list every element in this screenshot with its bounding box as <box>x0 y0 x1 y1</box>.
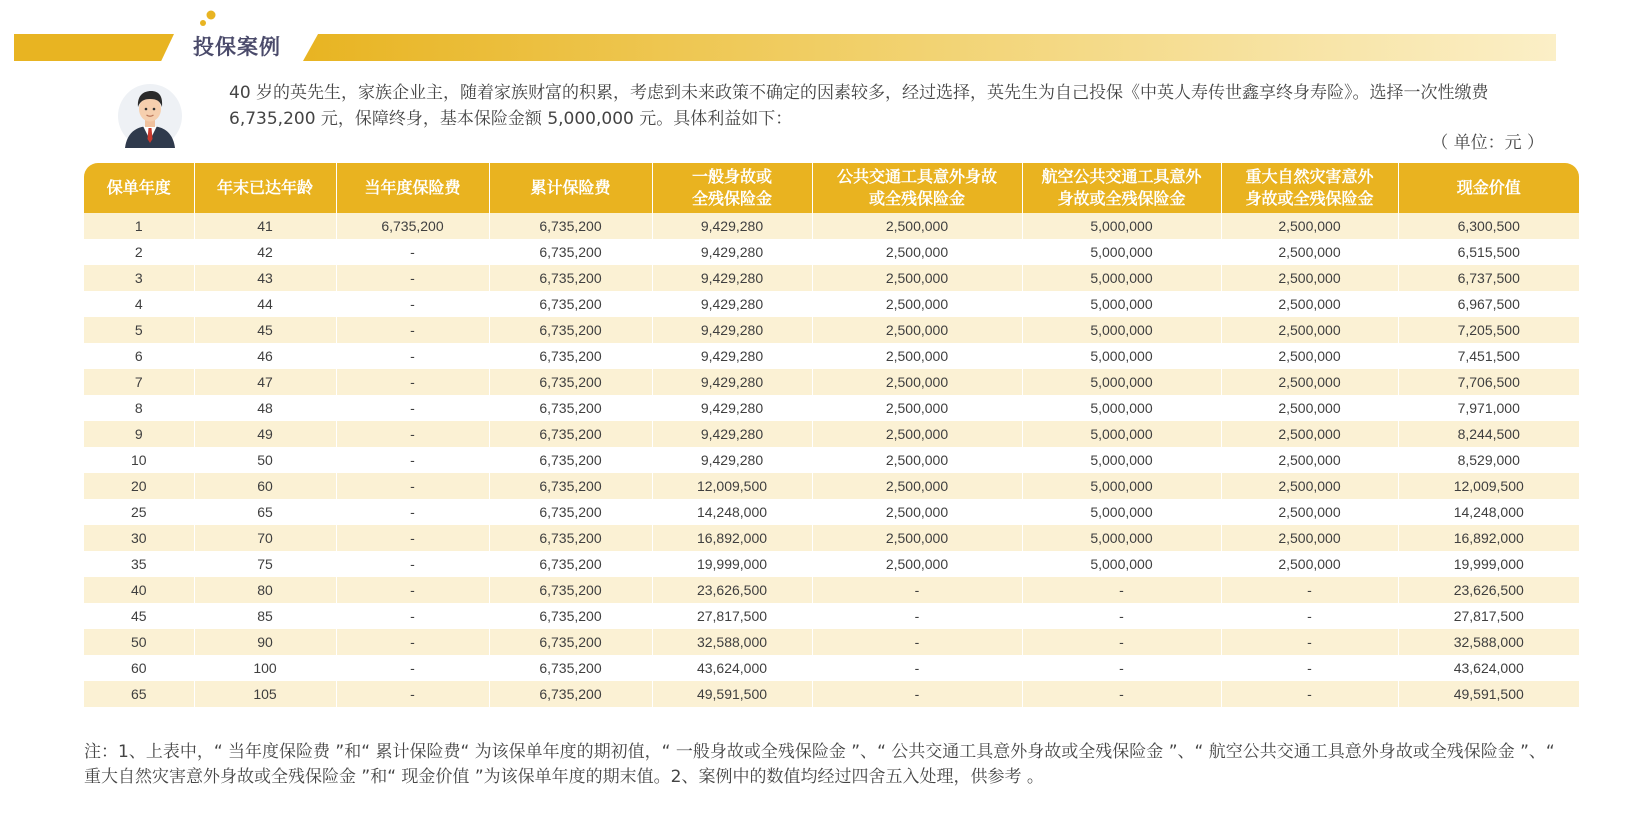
table-cell: 5,000,000 <box>1022 499 1221 525</box>
table-cell: 2,500,000 <box>812 447 1022 473</box>
table-cell: 2,500,000 <box>1221 473 1398 499</box>
table-cell: - <box>336 551 489 577</box>
table-cell: 1 <box>84 213 194 239</box>
table-cell: 3 <box>84 265 194 291</box>
table-cell: 16,892,000 <box>1398 525 1579 551</box>
table-cell: 46 <box>194 343 336 369</box>
table-row <box>84 239 1579 265</box>
column-header: 一般身故或 全残保险金 <box>652 163 812 213</box>
table-cell: 6,967,500 <box>1398 291 1579 317</box>
table-cell: - <box>336 317 489 343</box>
table-cell: - <box>1022 681 1221 707</box>
table-cell: 8,244,500 <box>1398 421 1579 447</box>
column-header: 现金价值 <box>1398 163 1579 213</box>
table-cell: 9,429,280 <box>652 317 812 343</box>
table-cell: - <box>812 577 1022 603</box>
table-cell: 2,500,000 <box>1221 343 1398 369</box>
footnote: 注：1、上表中，“ 当年度保险费 ”和“ 累计保险费“ 为该保单年度的期初值，“ 一般身故或全残保险金 ”、“ 公共交通工具意外身故或全残保险金 ”、“ 航空公共交通工具意外身故或全残保险金 ”、“ 重大自然灾害意外身故或全残保险金 ”和“ 现金价值 ”为该保单年度的期末值。2、案例中的数值均经过四舍五入处理，供参考 。 <box>84 742 1555 787</box>
table-cell: 10 <box>84 447 194 473</box>
table-cell: 6,735,200 <box>489 317 652 343</box>
table-row <box>84 213 1579 239</box>
table-cell: 9,429,280 <box>652 343 812 369</box>
table-cell: 2,500,000 <box>1221 265 1398 291</box>
table-row <box>84 577 1579 603</box>
table-cell: 7,205,500 <box>1398 317 1579 343</box>
table-cell: 6,735,200 <box>489 655 652 681</box>
table-cell: 2,500,000 <box>1221 291 1398 317</box>
table-row <box>84 499 1579 525</box>
table-cell: 5,000,000 <box>1022 317 1221 343</box>
table-row <box>84 603 1579 629</box>
table-cell: 5,000,000 <box>1022 265 1221 291</box>
table-cell: 2,500,000 <box>1221 499 1398 525</box>
table-cell: 8,529,000 <box>1398 447 1579 473</box>
table-cell: 49,591,500 <box>652 681 812 707</box>
table-cell: - <box>812 603 1022 629</box>
column-header: 公共交通工具意外身故 或全残保险金 <box>812 163 1022 213</box>
column-header: 保单年度 <box>84 163 194 213</box>
table-cell: 2,500,000 <box>812 525 1022 551</box>
table-cell: 6,735,200 <box>489 629 652 655</box>
table-cell: 105 <box>194 681 336 707</box>
table-cell: 100 <box>194 655 336 681</box>
table-cell: 9,429,280 <box>652 213 812 239</box>
table-cell: 6,735,200 <box>489 603 652 629</box>
table-cell: 5 <box>84 317 194 343</box>
table-row <box>84 525 1579 551</box>
table-cell: - <box>1221 655 1398 681</box>
table-cell: 2,500,000 <box>812 369 1022 395</box>
table-cell: 45 <box>84 603 194 629</box>
table-cell: 47 <box>194 369 336 395</box>
table-cell: 5,000,000 <box>1022 239 1221 265</box>
table-cell: 7,706,500 <box>1398 369 1579 395</box>
table-cell: 7,971,000 <box>1398 395 1579 421</box>
table-row <box>84 291 1579 317</box>
table-cell: - <box>812 629 1022 655</box>
table-row <box>84 265 1579 291</box>
table-cell: - <box>1221 681 1398 707</box>
table-cell: 6,735,200 <box>489 447 652 473</box>
table-cell: 6,735,200 <box>489 473 652 499</box>
table-cell: 70 <box>194 525 336 551</box>
section-title: 投保案例 <box>193 35 281 59</box>
table-cell: - <box>1221 629 1398 655</box>
table-cell: - <box>336 499 489 525</box>
table-cell: 43,624,000 <box>652 655 812 681</box>
table-cell: 9 <box>84 421 194 447</box>
table-cell: - <box>336 239 489 265</box>
table-cell: 6,735,200 <box>336 213 489 239</box>
table-cell: 45 <box>194 317 336 343</box>
table-cell: 20 <box>84 473 194 499</box>
table-cell: 23,626,500 <box>1398 577 1579 603</box>
table-row <box>84 473 1579 499</box>
table-cell: - <box>336 525 489 551</box>
table-cell: - <box>336 369 489 395</box>
table-cell: 49 <box>194 421 336 447</box>
table-cell: 2,500,000 <box>812 551 1022 577</box>
table-cell: 6,735,200 <box>489 421 652 447</box>
table-cell: 12,009,500 <box>652 473 812 499</box>
table-cell: - <box>1022 603 1221 629</box>
table-cell: 6,735,200 <box>489 239 652 265</box>
table-cell: - <box>336 629 489 655</box>
table-cell: 5,000,000 <box>1022 395 1221 421</box>
column-header: 航空公共交通工具意外 身故或全残保险金 <box>1022 163 1221 213</box>
table-row <box>84 343 1579 369</box>
table-cell: 6,735,200 <box>489 577 652 603</box>
table-cell: 9,429,280 <box>652 291 812 317</box>
table-cell: - <box>336 577 489 603</box>
table-cell: 5,000,000 <box>1022 343 1221 369</box>
column-header: 年末已达年龄 <box>194 163 336 213</box>
table-cell: 9,429,280 <box>652 369 812 395</box>
table-cell: 85 <box>194 603 336 629</box>
table-cell: 2,500,000 <box>812 473 1022 499</box>
table-cell: 49,591,500 <box>1398 681 1579 707</box>
table-cell: 6 <box>84 343 194 369</box>
table-cell: 75 <box>194 551 336 577</box>
table-cell: 2,500,000 <box>812 317 1022 343</box>
table-cell: - <box>336 655 489 681</box>
table-cell: 12,009,500 <box>1398 473 1579 499</box>
column-header: 累计保险费 <box>489 163 652 213</box>
table-cell: 80 <box>194 577 336 603</box>
table-cell: 40 <box>84 577 194 603</box>
table-cell: 30 <box>84 525 194 551</box>
table-header-row <box>84 163 1579 213</box>
column-header: 重大自然灾害意外 身故或全残保险金 <box>1221 163 1398 213</box>
table-cell: - <box>336 681 489 707</box>
table-row <box>84 421 1579 447</box>
table-cell: 5,000,000 <box>1022 525 1221 551</box>
table-cell: 9,429,280 <box>652 395 812 421</box>
case-intro-text: 40 岁的英先生，家族企业主，随着家族财富的积累，考虑到未来政策不确定的因素较多，经过选择，英先生为自己投保《中英人寿传世鑫享终身寿险》。选择一次性缴费 6,735,200 元，保障终身，基本保险金额 5,000,000 元。具体利益如下： <box>229 83 1489 129</box>
unit-label: （ 单位：元 ） <box>1431 133 1544 153</box>
table-cell: 5,000,000 <box>1022 447 1221 473</box>
column-header: 当年度保险费 <box>336 163 489 213</box>
table-cell: 42 <box>194 239 336 265</box>
table-cell: - <box>336 343 489 369</box>
table-cell: 2,500,000 <box>812 499 1022 525</box>
table-cell: 43,624,000 <box>1398 655 1579 681</box>
table-cell: 5,000,000 <box>1022 369 1221 395</box>
table-cell: 2,500,000 <box>1221 395 1398 421</box>
businessman-avatar-icon <box>117 82 183 150</box>
table-cell: 19,999,000 <box>652 551 812 577</box>
table-cell: 60 <box>84 655 194 681</box>
table-cell: 2,500,000 <box>812 343 1022 369</box>
table-row <box>84 447 1579 473</box>
table-cell: 44 <box>194 291 336 317</box>
table-cell: 6,735,200 <box>489 681 652 707</box>
table-cell: 6,515,500 <box>1398 239 1579 265</box>
table-cell: 2,500,000 <box>1221 317 1398 343</box>
table-row <box>84 395 1579 421</box>
table-cell: - <box>336 395 489 421</box>
table-cell: 6,737,500 <box>1398 265 1579 291</box>
table-cell: 2,500,000 <box>1221 239 1398 265</box>
table-cell: 6,735,200 <box>489 551 652 577</box>
table-cell: 41 <box>194 213 336 239</box>
table-cell: 23,626,500 <box>652 577 812 603</box>
table-cell: 6,735,200 <box>489 395 652 421</box>
table-cell: 5,000,000 <box>1022 551 1221 577</box>
table-cell: 27,817,500 <box>652 603 812 629</box>
table-cell: 14,248,000 <box>652 499 812 525</box>
table-cell: - <box>1022 629 1221 655</box>
table-cell: 2,500,000 <box>1221 421 1398 447</box>
table-cell: 50 <box>194 447 336 473</box>
table-cell: - <box>1022 577 1221 603</box>
table-cell: 6,735,200 <box>489 213 652 239</box>
table-cell: 7 <box>84 369 194 395</box>
table-cell: 2,500,000 <box>1221 447 1398 473</box>
header-band-right <box>303 34 1556 61</box>
table-cell: 9,429,280 <box>652 447 812 473</box>
table-cell: - <box>336 603 489 629</box>
table-row <box>84 551 1579 577</box>
table-cell: 32,588,000 <box>652 629 812 655</box>
table-cell: 43 <box>194 265 336 291</box>
table-cell: - <box>336 291 489 317</box>
table-cell: 5,000,000 <box>1022 421 1221 447</box>
table-cell: - <box>1221 603 1398 629</box>
table-cell: - <box>812 681 1022 707</box>
table-row <box>84 655 1579 681</box>
table-cell: 9,429,280 <box>652 265 812 291</box>
table-cell: 2,500,000 <box>812 395 1022 421</box>
table-cell: 27,817,500 <box>1398 603 1579 629</box>
table-cell: - <box>336 265 489 291</box>
table-cell: 2,500,000 <box>812 421 1022 447</box>
table-row <box>84 317 1579 343</box>
table-cell: 6,735,200 <box>489 291 652 317</box>
table-cell: 65 <box>194 499 336 525</box>
table-cell: 2,500,000 <box>1221 525 1398 551</box>
table-cell: 9,429,280 <box>652 239 812 265</box>
table-cell: 6,735,200 <box>489 499 652 525</box>
table-cell: - <box>336 473 489 499</box>
table-cell: 50 <box>84 629 194 655</box>
table-cell: 25 <box>84 499 194 525</box>
table-cell: - <box>1022 655 1221 681</box>
table-cell: 5,000,000 <box>1022 473 1221 499</box>
table-row <box>84 369 1579 395</box>
table-cell: 90 <box>194 629 336 655</box>
table-row <box>84 629 1579 655</box>
table-cell: 19,999,000 <box>1398 551 1579 577</box>
table-cell: 6,735,200 <box>489 525 652 551</box>
table-cell: - <box>812 655 1022 681</box>
table-cell: 4 <box>84 291 194 317</box>
table-cell: 2,500,000 <box>1221 551 1398 577</box>
table-cell: 2,500,000 <box>1221 213 1398 239</box>
benefit-table <box>84 163 1579 707</box>
table-cell: 14,248,000 <box>1398 499 1579 525</box>
table-cell: 9,429,280 <box>652 421 812 447</box>
table-cell: 2,500,000 <box>812 239 1022 265</box>
table-cell: - <box>336 421 489 447</box>
table-row <box>84 681 1579 707</box>
table-cell: 60 <box>194 473 336 499</box>
table-cell: 6,300,500 <box>1398 213 1579 239</box>
table-cell: 8 <box>84 395 194 421</box>
table-cell: - <box>336 447 489 473</box>
table-cell: 6,735,200 <box>489 265 652 291</box>
table-cell: 2,500,000 <box>812 265 1022 291</box>
table-cell: 2,500,000 <box>1221 369 1398 395</box>
table-cell: 2,500,000 <box>812 213 1022 239</box>
table-cell: 6,735,200 <box>489 343 652 369</box>
table-cell: 5,000,000 <box>1022 291 1221 317</box>
table-cell: - <box>1221 577 1398 603</box>
table-cell: 2 <box>84 239 194 265</box>
table-cell: 6,735,200 <box>489 369 652 395</box>
table-cell: 7,451,500 <box>1398 343 1579 369</box>
table-cell: 32,588,000 <box>1398 629 1579 655</box>
table-cell: 2,500,000 <box>812 291 1022 317</box>
table-cell: 35 <box>84 551 194 577</box>
table-cell: 5,000,000 <box>1022 213 1221 239</box>
header-band-left <box>14 34 174 61</box>
table-cell: 16,892,000 <box>652 525 812 551</box>
table-cell: 48 <box>194 395 336 421</box>
table-cell: 65 <box>84 681 194 707</box>
